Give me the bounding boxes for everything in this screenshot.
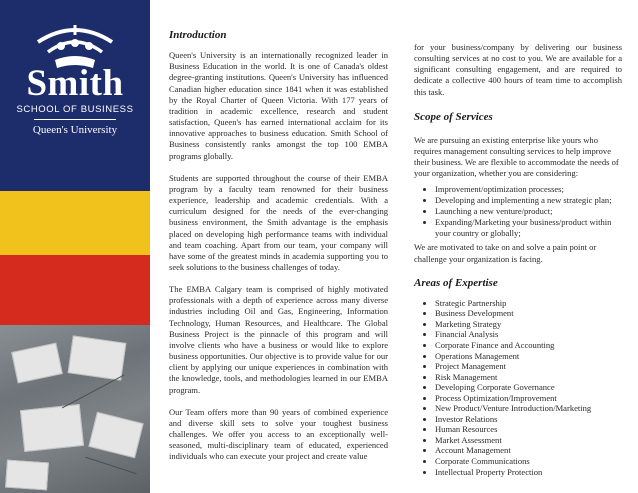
list-item: • Process Optimization/Improvement — [435, 393, 622, 404]
scope-list — [414, 184, 622, 240]
list-item: • Account Management — [435, 445, 622, 456]
list-item: • Intellectual Property Protection — [435, 467, 622, 478]
list-item: • Market Assessment — [435, 435, 622, 446]
scope-heading: Scope of Services — [414, 110, 493, 123]
brand-name: Smith — [26, 63, 124, 104]
list-item: • Corporate Finance and Accounting — [435, 340, 622, 351]
list-item: • Strategic Partnership — [435, 298, 622, 309]
list-item: • Financial Analysis — [435, 329, 622, 340]
list-item: • Human Resources — [435, 424, 622, 435]
brand-university: Queen's University — [32, 124, 118, 136]
list-item: • Business Development — [435, 308, 622, 319]
list-item: • Investor Relations — [435, 414, 622, 425]
expertise-heading: Areas of Expertise — [414, 276, 498, 289]
list-item: • Corporate Communications — [435, 456, 622, 467]
list-item: • New Product/Venture Introduction/Marketing — [435, 403, 622, 414]
right-column — [414, 0, 622, 477]
photo-paper — [88, 412, 143, 459]
scope-lead: We are pursuing an existing enterprise like yours who requires management consulting services to help improve their business. We are flexible to accommodate the needs of your organization, whether you are considering: — [414, 134, 619, 179]
desk-photo — [0, 325, 150, 493]
photo-pen — [62, 375, 124, 409]
list-item: • Operations Management — [435, 351, 622, 362]
intro-paragraph: Queen's University is an internationally recognized leader in Business Education in the world. It is one of Canada's oldest degree-granting institutions. Queen's University has influenced Canadian higher education since 1841 when it was established by the Royal Charter of Queen Victoria. With 177 years of tradition in academic excellence, research and student satisfaction, Queen's has earned international acclaim for its innovative approaches to business education. Smith School of Business consistently ranks amongst the top 100 EMBA programs globally. — [169, 50, 388, 161]
brand-school: SCHOOL OF BUSINESS — [16, 104, 134, 115]
brand-divider — [34, 119, 116, 120]
brand-strip — [0, 0, 150, 493]
intro-paragraph: Students are supported throughout the course of their EMBA program by a faculty team renowned for their business experience, leadership and academic credentials. With a curriculum designed for the needs of the ever-changing business environment, the Smith advantage is the emphasis placed on developing high performance teams with individual and team coaching. Apart from our team, your company will have some of the greatest minds in academia supporting you to seek solutions to the business challenges of today. — [169, 172, 388, 272]
list-item: • Launching a new venture/product; — [435, 206, 622, 217]
photo-pen — [85, 457, 137, 475]
list-item: • Expanding/Marketing your business/product within your country or globally; — [435, 217, 622, 239]
intro-paragraph: Our Team offers more than 90 years of combined experience and diverse skill sets to solve your toughest business challenges. We offer you access to an exceptionally well-seasoned, multi-disciplinary team of educated, experienced individuals who can execute your project and create value — [169, 406, 388, 462]
red-band — [0, 255, 150, 325]
left-column — [169, 0, 388, 462]
photo-paper — [5, 460, 49, 491]
yellow-band — [0, 191, 150, 255]
expertise-list — [414, 298, 622, 477]
list-item: • Developing and implementing a new strategic plan; — [435, 195, 622, 206]
intro-heading: Introduction — [169, 29, 227, 41]
intro-paragraph: The EMBA Calgary team is comprised of highly motivated professionals with a depth of experience across many diverse industries including Oil and Gas, Engineering, Information Technology, Human Resources, and Healthcare. The Global Business Project is the pinnacle of this program and will involve clients who have a business or would like to explore business opportunities. Our objective is to provide value for our client by applying our unique experiences in combination with the knowledge, tools, and methodologies learned in our EMBA program. — [169, 284, 388, 395]
scope-closing: We are motivated to take on and solve a pain point or challenge your organization is facing. — [414, 242, 597, 264]
list-item: • Risk Management — [435, 372, 622, 383]
list-item: • Improvement/optimization processes; — [435, 184, 622, 195]
photo-paper — [68, 335, 127, 380]
photo-paper — [11, 343, 63, 384]
photo-paper — [20, 404, 84, 452]
intro-continuation: for your business/company by delivering our business consulting services at no cost to you. We are available for a significant consulting engagement, and are required to dedicate a collective 400 hours of team time to accomplish this task. — [414, 42, 622, 97]
list-item: • Marketing Strategy — [435, 319, 622, 330]
list-item: • Project Management — [435, 361, 622, 372]
list-item: • Developing Corporate Governance — [435, 382, 622, 393]
